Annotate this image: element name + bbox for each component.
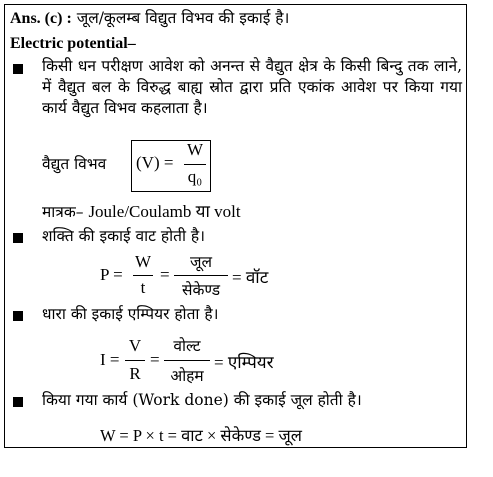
power-den2: सेकेण्ड <box>181 282 221 299</box>
current-eq1: = <box>150 350 160 369</box>
current-num2: वोल्ट <box>173 338 201 355</box>
bullet-square-icon <box>13 397 23 407</box>
point-text: धारा की इकाई एम्पियर होता है। <box>42 305 219 323</box>
fraction-bar <box>184 164 206 165</box>
unit-line <box>42 202 241 222</box>
bullet-square-icon <box>13 311 23 321</box>
current-den1: R <box>129 364 141 383</box>
power-num2: जूल <box>189 254 212 271</box>
potential-denominator: q₀ <box>187 167 203 186</box>
power-lhs: P = <box>100 265 123 284</box>
power-num1: W <box>134 252 152 271</box>
answer-text: जूल/कूलम्ब विद्युत विभव की इकाई है। <box>76 9 290 27</box>
bullet-square-icon <box>13 64 23 74</box>
section-heading: Electric potential– <box>10 35 136 52</box>
fraction-bar <box>164 360 210 361</box>
potential-label: वैद्युत विभव <box>42 155 107 173</box>
unit-label: मात्रक– <box>42 203 84 221</box>
power-den1: t <box>140 278 146 297</box>
power-eq1: = <box>160 265 170 284</box>
fraction-bar <box>174 275 228 276</box>
bullet-square-icon <box>13 233 23 243</box>
point-text: शक्ति की इकाई वाट होती है। <box>42 227 206 245</box>
answer-label: Ans. (c) : <box>10 10 72 27</box>
current-den2: ओहम <box>170 368 204 385</box>
point-text: किया गया कार्य (Work done) की इकाई जूल होती है। <box>42 391 362 409</box>
potential-lhs: (V) = <box>136 153 174 172</box>
current-lhs: I = <box>100 350 120 369</box>
current-num1: V <box>128 336 142 355</box>
potential-numerator: W <box>186 140 204 159</box>
current-eq2: = एम्पियर <box>214 353 274 372</box>
point-text: किसी धन परीक्षण आवेश को अनन्त से वैद्युत क्षेत्र के किसी बिन्दु तक लाने, में वैद्युत बल के विरुद्ध बाह्य स्रोत द्वारा प्रति एकांक आवेश पर किया गया कार्य वैद्युत विभव कहलाता है। <box>42 57 462 117</box>
unit-value: Joule/Coulamb या volt <box>88 202 241 221</box>
fraction-bar <box>125 360 145 361</box>
answer-line <box>10 8 289 29</box>
fraction-bar <box>133 275 153 276</box>
power-eq2: = वॉट <box>232 268 269 287</box>
work-formula: W = P × t = वाट × सेकेण्ड = जूल <box>100 426 302 445</box>
